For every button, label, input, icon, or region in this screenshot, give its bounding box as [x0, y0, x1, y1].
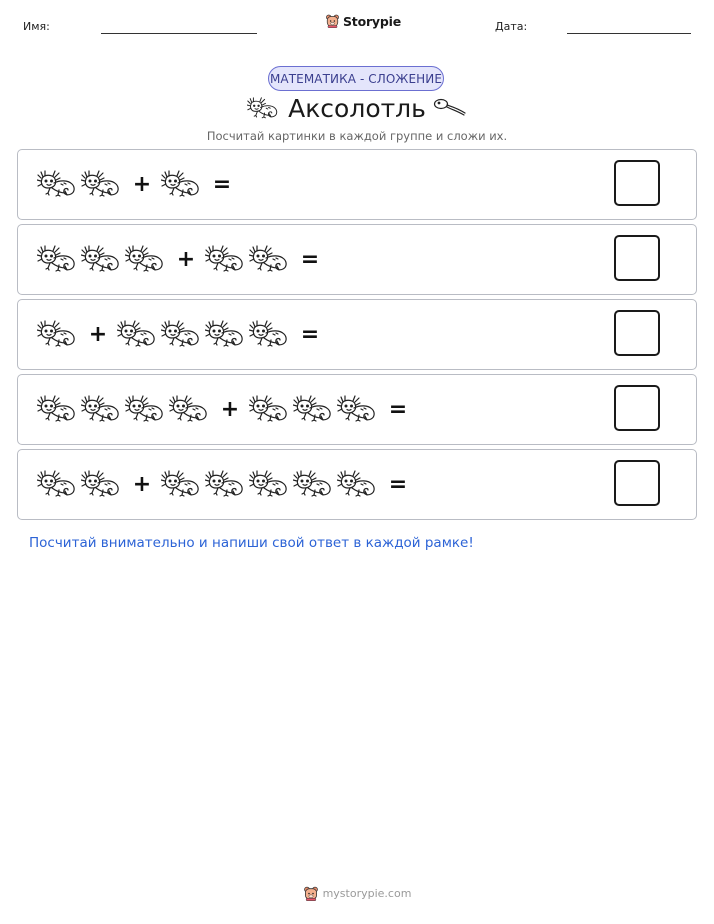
- equals-sign: =: [388, 471, 408, 497]
- axolotl-icon: [81, 469, 121, 501]
- axolotl-icon: [81, 169, 121, 201]
- title-row: [0, 92, 714, 126]
- bear-mascot-icon: [325, 13, 340, 29]
- date-label: Дата:: [495, 20, 528, 33]
- equals-sign: =: [388, 396, 408, 422]
- axolotl-icon: [337, 469, 377, 501]
- equation: [37, 375, 415, 444]
- axolotl-icon: [117, 319, 157, 351]
- tadpole-icon: [433, 96, 467, 118]
- problem-row: [17, 374, 697, 445]
- problem-row: [17, 149, 697, 220]
- axolotl-icon: [37, 469, 77, 501]
- name-label: Имя:: [23, 20, 50, 33]
- problem-row: [17, 449, 697, 520]
- axolotl-icon: [293, 469, 333, 501]
- plus-sign: +: [88, 321, 108, 347]
- problem-list: [17, 149, 697, 524]
- axolotl-icon: [249, 319, 289, 351]
- axolotl-icon: [161, 469, 201, 501]
- footer-site: mystorypie.com: [322, 887, 412, 900]
- plus-sign: +: [132, 471, 152, 497]
- instructions-subtitle: Посчитай картинки в каждой группе и сложи их.: [206, 129, 508, 143]
- equation: [37, 150, 239, 219]
- axolotl-icon: [337, 394, 377, 426]
- axolotl-icon: [81, 394, 121, 426]
- axolotl-icon: [205, 319, 245, 351]
- answer-box[interactable]: [614, 310, 660, 356]
- axolotl-icon: [249, 244, 289, 276]
- axolotl-icon: [125, 244, 165, 276]
- equation: [37, 450, 415, 519]
- plus-sign: +: [176, 246, 196, 272]
- axolotl-icon: [249, 394, 289, 426]
- axolotl-icon: [249, 469, 289, 501]
- axolotl-icon: [161, 169, 201, 201]
- plus-sign: +: [132, 171, 152, 197]
- axolotl-icon: [205, 469, 245, 501]
- equation: [37, 300, 327, 369]
- equation: [37, 225, 327, 294]
- axolotl-icon: [37, 319, 77, 351]
- subject-badge: МАТЕМАТИКА - СЛОЖЕНИЕ: [268, 66, 444, 91]
- answer-box[interactable]: [614, 160, 660, 206]
- bear-mascot-icon: [303, 885, 319, 902]
- axolotl-icon: [37, 169, 77, 201]
- name-line[interactable]: [101, 33, 257, 34]
- axolotl-icon: [125, 394, 165, 426]
- answer-box[interactable]: [614, 385, 660, 431]
- date-line[interactable]: [567, 33, 691, 34]
- brand-logo: [325, 13, 401, 29]
- equals-sign: =: [212, 171, 232, 197]
- axolotl-icon: [37, 244, 77, 276]
- answer-box[interactable]: [614, 460, 660, 506]
- axolotl-icon: [169, 394, 209, 426]
- brand-name: Storypie: [343, 13, 401, 29]
- worksheet-header: [0, 0, 714, 50]
- axolotl-icon: [293, 394, 333, 426]
- equals-sign: =: [300, 246, 320, 272]
- axolotl-icon: [205, 244, 245, 276]
- equals-sign: =: [300, 321, 320, 347]
- problem-row: [17, 224, 697, 295]
- problem-row: [17, 299, 697, 370]
- answer-box[interactable]: [614, 235, 660, 281]
- axolotl-icon: [161, 319, 201, 351]
- page-title: Аксолотль: [288, 94, 426, 123]
- footer: [0, 885, 714, 902]
- plus-sign: +: [220, 396, 240, 422]
- axolotl-icon: [37, 394, 77, 426]
- instruction-note: Посчитай внимательно и напиши свой ответ в каждой рамке!: [29, 535, 474, 551]
- axolotl-icon: [81, 244, 121, 276]
